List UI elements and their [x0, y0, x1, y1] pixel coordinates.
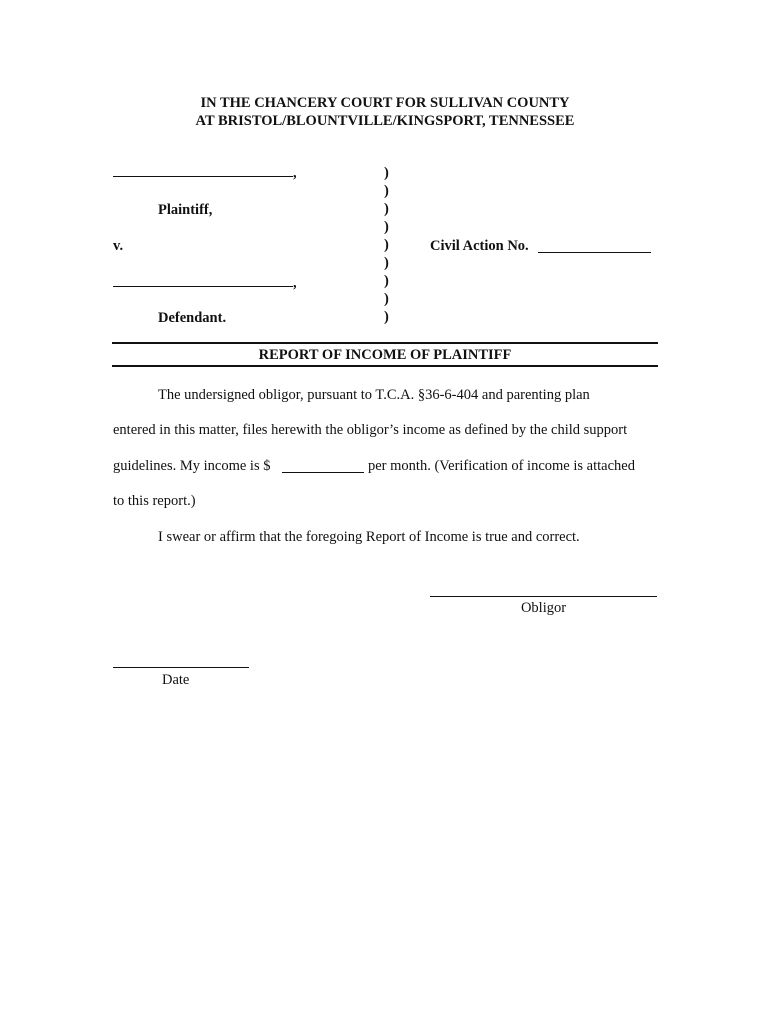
title-top-rule — [112, 342, 658, 344]
body-line-4: to this report.) — [113, 493, 196, 509]
caption-paren: ) — [384, 309, 389, 325]
defendant-name-field[interactable] — [113, 286, 293, 287]
plaintiff-comma: , — [293, 165, 297, 181]
body-line-1: The undersigned obligor, pursuant to T.C.A. §36-6-404 and parenting plan — [158, 387, 590, 403]
caption-paren: ) — [384, 237, 389, 253]
court-name-line1: IN THE CHANCERY COURT FOR SULLIVAN COUNTY — [200, 95, 570, 111]
plaintiff-name-field[interactable] — [113, 176, 293, 177]
date-label: Date — [162, 672, 190, 688]
monthly-income-field[interactable] — [282, 472, 364, 473]
versus-label: v. — [113, 238, 124, 254]
caption-paren: ) — [384, 201, 389, 217]
plaintiff-label: Plaintiff, — [158, 202, 213, 218]
caption-paren: ) — [384, 183, 389, 199]
civil-action-number-field[interactable] — [538, 252, 651, 253]
report-title: REPORT OF INCOME OF PLAINTIFF — [258, 347, 512, 363]
civil-action-label: Civil Action No. — [430, 238, 529, 254]
defendant-label: Defendant. — [158, 310, 227, 326]
obligor-label: Obligor — [520, 600, 567, 616]
court-name-line2: AT BRISTOL/BLOUNTVILLE/KINGSPORT, TENNESSEE — [195, 113, 575, 129]
defendant-comma: , — [293, 275, 297, 291]
body-line-2: entered in this matter, files herewith the obligor’s income as defined by the child support — [113, 422, 628, 438]
caption-paren: ) — [384, 255, 389, 271]
title-bottom-rule — [112, 365, 658, 367]
caption-paren: ) — [384, 165, 389, 181]
body-line-3-end: per month. (Verification of income is attached — [368, 458, 635, 474]
obligor-signature-field[interactable] — [430, 596, 657, 597]
date-field[interactable] — [113, 667, 249, 668]
caption-paren: ) — [384, 219, 389, 235]
oath-statement: I swear or affirm that the foregoing Report of Income is true and correct. — [158, 529, 580, 545]
body-line-3-start: guidelines. My income is $ — [113, 458, 271, 474]
caption-paren: ) — [384, 291, 389, 307]
caption-paren: ) — [384, 273, 389, 289]
